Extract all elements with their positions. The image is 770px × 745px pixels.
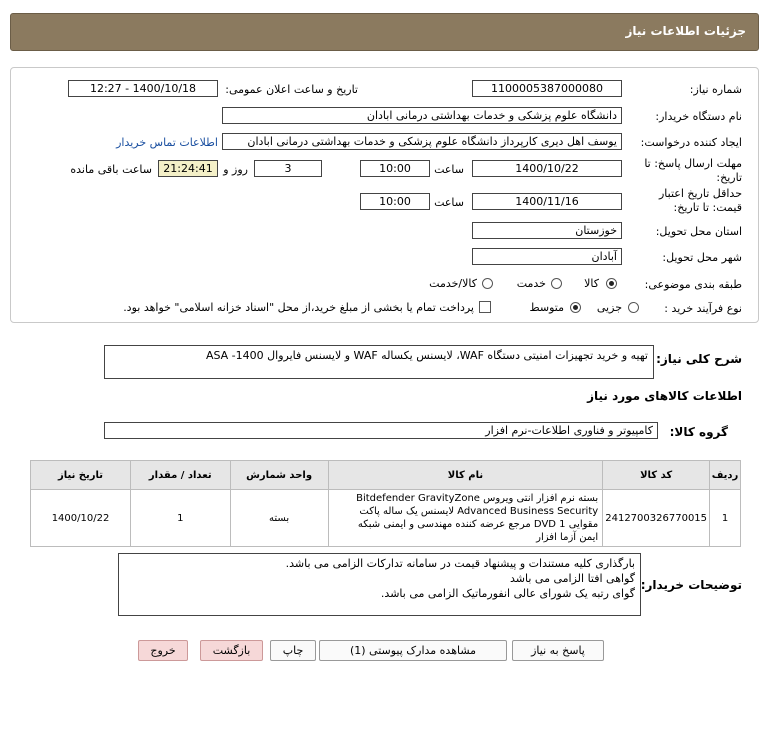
cell-name-line: ایمن آزما افزار	[536, 532, 599, 543]
summary-field: تهیه و خرید تجهیزات امنیتی دستگاه WAF، لایسنس یکساله WAF و لایسنس فایروال ASA -1400	[104, 345, 654, 379]
cell-name-line: Advanced Business Security لایسنس یک ساله پاکت	[359, 506, 599, 517]
cell-name-line: مقوایی DVD 1 مرجع عرضه کننده مهندسی و ایمنی شبکه	[357, 519, 599, 530]
city-field: آبادان	[472, 248, 622, 265]
cell-name-line: بسته نرم افزار انتی ویروس Bitdefender GravityZone	[356, 493, 599, 504]
validity-time-label: ساعت	[434, 196, 464, 209]
validity-label-2: قیمت: تا تاریخ:	[673, 201, 742, 214]
category-label: طبقه بندی موضوعی:	[644, 278, 742, 291]
goods-group-field: کامپیوتر و فناوری اطلاعات-نرم افزار	[104, 422, 658, 439]
reply-deadline-label-2: تاریخ:	[716, 171, 742, 184]
remaining-label: ساعت باقی مانده	[70, 163, 152, 176]
buyer-notes-label: توضیحات خریدار:	[640, 578, 742, 592]
need-number-field: 1100005387000080	[472, 80, 622, 97]
cell-qty: 1	[131, 490, 230, 547]
announce-field: 1400/10/18 - 12:27	[68, 80, 218, 97]
col-row-header: ردیف	[710, 461, 741, 490]
city-label: شهر محل تحویل:	[662, 251, 742, 264]
cell-name	[328, 490, 603, 547]
col-code-header: کد کالا	[603, 461, 710, 490]
contact-info-link[interactable]: اطلاعات تماس خریدار	[116, 136, 218, 149]
buyer-note-line: گوای رتبه یک شورای عالی انفورماتیک الزامی می باشد.	[380, 587, 635, 600]
need-number-label: شماره نیاز:	[689, 83, 742, 96]
reply-date-field: 1400/10/22	[472, 160, 622, 177]
process-radio-minor[interactable]	[628, 302, 639, 313]
announce-label: تاریخ و ساعت اعلان عمومی:	[225, 83, 358, 96]
validity-date-field: 1400/11/16	[472, 193, 622, 210]
reply-time-field: 10:00	[360, 160, 430, 177]
creator-field: یوسف اهل دیری کارپرداز دانشگاه علوم پزشکی و خدمات بهداشتی درمانی ابادان	[222, 133, 622, 150]
validity-label: حداقل تاریخ اعتبار	[658, 187, 742, 200]
view-attachments-button[interactable]: مشاهده مدارک پیوستی (1)	[319, 640, 507, 661]
category-option-service: خدمت	[516, 277, 546, 290]
remaining-time-field: 21:24:41	[158, 160, 218, 177]
category-radio-goods[interactable]	[606, 278, 617, 289]
category-option-goods-service: کالا/خدمت	[429, 277, 477, 290]
process-option-minor: جزیی	[596, 301, 622, 314]
col-name-header: نام کالا	[328, 461, 603, 490]
payment-note: پرداخت تمام یا بخشی از مبلغ خرید،از محل "اسناد خزانه اسلامی" خواهد بود.	[123, 301, 474, 314]
goods-group-label: گروه کالا:	[669, 425, 728, 439]
category-radio-service[interactable]	[551, 278, 562, 289]
back-button[interactable]: بازگشت	[200, 640, 263, 661]
goods-table	[30, 460, 741, 547]
cell-date: 1400/10/22	[31, 490, 131, 547]
buyer-notes-field	[118, 553, 641, 616]
table-header-row	[31, 461, 741, 490]
exit-button[interactable]: خروج	[138, 640, 188, 661]
summary-label: شرح کلی نیاز:	[656, 352, 742, 366]
process-option-medium: متوسط	[529, 301, 564, 314]
table-row	[31, 490, 741, 547]
buyer-org-label: نام دستگاه خریدار:	[655, 110, 742, 123]
reply-deadline-label: مهلت ارسال پاسخ: تا	[644, 157, 742, 170]
process-label: نوع فرآیند خرید :	[664, 302, 742, 315]
reply-button[interactable]: پاسخ به نیاز	[512, 640, 604, 661]
process-radio-medium[interactable]	[570, 302, 581, 313]
category-radio-goods-service[interactable]	[482, 278, 493, 289]
province-label: استان محل تحویل:	[655, 225, 742, 238]
col-unit-header: واحد شمارش	[230, 461, 328, 490]
header-bar	[10, 13, 759, 51]
treasury-checkbox[interactable]	[479, 301, 491, 313]
page-title: جزئیات اطلاعات نیاز	[625, 24, 746, 38]
buyer-note-line: بارگذاری کلیه مستندات و پیشنهاد قیمت در سامانه تدارکات الزامی می باشد.	[285, 557, 635, 570]
reply-time-label: ساعت	[434, 163, 464, 176]
buyer-note-line: گواهی افتا الزامی می باشد	[510, 572, 635, 585]
category-option-goods: کالا	[584, 277, 599, 290]
cell-row: 1	[710, 490, 741, 547]
cell-unit: بسته	[230, 490, 328, 547]
goods-section-title: اطلاعات کالاهای مورد نیاز	[587, 389, 742, 403]
cell-code: 2412700326770015	[603, 490, 710, 547]
days-label: روز و	[223, 163, 248, 176]
print-button[interactable]: چاپ	[270, 640, 316, 661]
col-date-header: تاریخ نیاز	[31, 461, 131, 490]
province-field: خوزستان	[472, 222, 622, 239]
days-field: 3	[254, 160, 322, 177]
buyer-org-field: دانشگاه علوم پزشکی و خدمات بهداشتی درمانی ابادان	[222, 107, 622, 124]
col-qty-header: تعداد / مقدار	[131, 461, 230, 490]
creator-label: ایجاد کننده درخواست:	[640, 136, 742, 149]
validity-time-field: 10:00	[360, 193, 430, 210]
